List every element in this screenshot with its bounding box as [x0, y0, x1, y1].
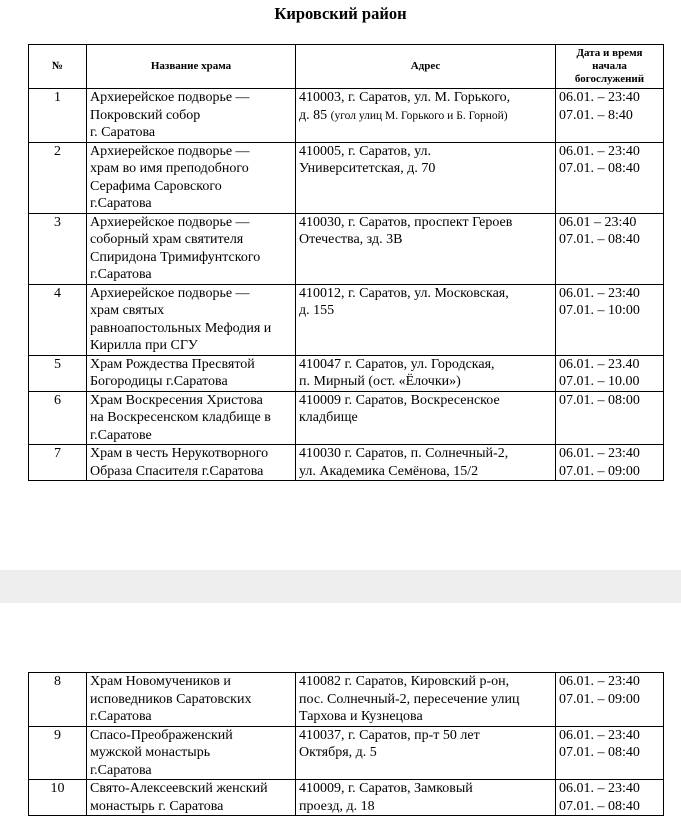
church-name-cell — [87, 780, 296, 816]
row-number: 1 — [29, 89, 87, 143]
address-line: 410037, г. Саратов, пр-т 50 лет — [299, 727, 480, 743]
service-time-line: 06.01. – 23:40 — [559, 727, 640, 743]
service-time-cell — [556, 284, 664, 355]
table-row — [29, 673, 664, 727]
row-number: 3 — [29, 213, 87, 284]
church-name-cell — [87, 391, 296, 445]
church-name-cell — [87, 673, 296, 727]
address-line: 410082 г. Саратов, Кировский р-он, — [299, 674, 510, 689]
row-number: 7 — [29, 445, 87, 481]
church-name-cell — [87, 142, 296, 213]
church-name-line: равноапостольных Мефодия и — [90, 320, 272, 336]
service-time-line: 07.01. – 08:40 — [559, 745, 640, 760]
document-page-2 — [0, 603, 681, 836]
church-name-line: храм во имя преподобного — [90, 161, 249, 176]
table-row — [29, 213, 664, 284]
header-address: Адрес — [296, 45, 556, 89]
row-number: 10 — [29, 780, 87, 816]
row-number: 4 — [29, 284, 87, 355]
church-name-line: Кирилла при СГУ — [90, 338, 198, 353]
header-time — [556, 45, 664, 89]
address-line: пос. Солнечный-2, пересечение улиц — [299, 691, 520, 707]
address-line: Октября, д. 5 — [299, 745, 377, 760]
header-time-line: богослужений — [574, 73, 645, 85]
service-time-line: 07.01. – 08:40 — [559, 232, 640, 247]
address-line: ул. Академика Семёнова, 15/2 — [299, 463, 479, 479]
table-row — [29, 284, 664, 355]
address-line: 410003, г. Саратов, ул. М. Горького, — [299, 90, 511, 105]
church-name-line: Богородицы г.Саратова — [90, 374, 228, 389]
church-name-cell — [87, 445, 296, 481]
service-time-line: 07.01. – 09:00 — [559, 691, 640, 707]
church-name-line: Храм в честь Нерукотворного — [90, 446, 269, 461]
service-time-line: 06.01. – 23:40 — [559, 781, 640, 796]
address-cell — [296, 213, 556, 284]
address-line: 410047 г. Саратов, ул. Городская, — [299, 356, 495, 372]
row-number: 8 — [29, 673, 87, 727]
header-time-line: Дата и время — [576, 47, 643, 59]
address-cell — [296, 391, 556, 445]
row-number: 6 — [29, 391, 87, 445]
service-time-cell — [556, 213, 664, 284]
church-name-line: г.Саратова — [90, 762, 152, 778]
church-name-line: г.Саратове — [90, 427, 152, 443]
service-time-cell — [556, 142, 664, 213]
address-text: д. 85 — [299, 107, 331, 123]
church-name-line: Образа Спасителя г.Саратова — [90, 463, 264, 479]
service-time-cell — [556, 391, 664, 445]
service-time-line: 06.01. – 23:40 — [559, 674, 640, 689]
church-name-line: Покровский собор — [90, 107, 201, 123]
page-separator — [0, 570, 681, 603]
church-name-line: на Воскресенском кладбище в — [90, 410, 271, 425]
church-name-cell — [87, 355, 296, 391]
service-time-cell — [556, 780, 664, 816]
address-cell — [296, 142, 556, 213]
church-name-line: г.Саратова — [90, 196, 152, 211]
service-time-line: 06.01. – 23.40 — [559, 356, 640, 372]
service-time-cell — [556, 89, 664, 143]
churches-table — [28, 44, 664, 481]
service-time-cell — [556, 445, 664, 481]
address-line: проезд, д. 18 — [299, 798, 375, 814]
table-row — [29, 445, 664, 481]
table-row — [29, 780, 664, 816]
table-body — [29, 673, 664, 816]
address-note: (угол улиц М. Горького и Б. Горной) — [330, 109, 508, 122]
address-cell — [296, 445, 556, 481]
row-number: 5 — [29, 355, 87, 391]
address-line — [299, 107, 552, 126]
service-time-line: 07.01. – 8:40 — [559, 107, 633, 123]
address-line: Тархова и Кузнецова — [299, 709, 423, 724]
address-line: Отечества, зд. 3В — [299, 232, 403, 247]
church-name-line: Архиерейское подворье — — [90, 143, 250, 159]
service-time-line: 07.01. – 10:00 — [559, 303, 640, 318]
row-number: 9 — [29, 726, 87, 780]
row-number: 2 — [29, 142, 87, 213]
service-time-cell — [556, 673, 664, 727]
address-line: 410009, г. Саратов, Замковый — [299, 781, 473, 796]
page-title: Кировский район — [274, 4, 407, 23]
address-cell — [296, 780, 556, 816]
service-time-line: 07.01. – 09:00 — [559, 463, 640, 479]
church-name-line: Спиридона Тримифунтского — [90, 249, 261, 265]
table-row — [29, 726, 664, 780]
header-name: Название храма — [87, 45, 296, 89]
address-cell — [296, 355, 556, 391]
church-name-line: г. Саратова — [90, 125, 156, 140]
service-time-line: 06.01. – 23:40 — [559, 90, 640, 105]
service-time-line: 06.01. – 23:40 — [559, 446, 640, 461]
address-line: Университетская, д. 70 — [299, 161, 436, 176]
address-cell — [296, 89, 556, 143]
service-time-line: 06.01 – 23:40 — [559, 214, 637, 230]
service-time-line: 06.01. – 23:40 — [559, 143, 640, 159]
church-name-line: монастырь г. Саратова — [90, 798, 224, 814]
church-name-cell — [87, 284, 296, 355]
service-time-line: 07.01. – 10.00 — [559, 374, 640, 389]
church-name-line: г.Саратова — [90, 267, 152, 282]
table-row — [29, 89, 664, 143]
service-time-line: 07.01. – 08:00 — [559, 392, 640, 408]
address-cell — [296, 673, 556, 727]
service-time-line: 07.01. – 08:40 — [559, 161, 640, 176]
service-time-line: 06.01. – 23:40 — [559, 285, 640, 301]
church-name-line: Архиерейское подворье — — [90, 214, 250, 230]
address-cell — [296, 726, 556, 780]
address-line: п. Мирный (ост. «Ёлочки») — [299, 374, 461, 389]
service-time-line: 07.01. – 08:40 — [559, 798, 640, 814]
service-time-cell — [556, 726, 664, 780]
church-name-line: Архиерейское подворье — — [90, 90, 250, 105]
header-time-line: начала — [592, 60, 627, 72]
address-line: 410005, г. Саратов, ул. — [299, 143, 431, 159]
address-line: 410009 г. Саратов, Воскресенское — [299, 392, 500, 408]
address-line: 410030 г. Саратов, п. Солнечный-2, — [299, 446, 509, 461]
address-line: 410012, г. Саратов, ул. Московская, — [299, 285, 509, 301]
church-name-cell — [87, 89, 296, 143]
church-name-line: Храм Рождества Пресвятой — [90, 356, 255, 372]
church-name-line: мужской монастырь — [90, 745, 211, 760]
church-name-line: Храм Новомучеников и — [90, 674, 231, 689]
table-body — [29, 89, 664, 481]
churches-table-continued — [28, 672, 664, 816]
church-name-line: Храм Воскресения Христова — [90, 392, 263, 408]
address-line: кладбище — [299, 410, 358, 425]
address-line: 410030, г. Саратов, проспект Героев — [299, 214, 513, 230]
church-name-line: Свято-Алексеевский женский — [90, 781, 268, 796]
address-line: д. 155 — [299, 303, 335, 318]
service-time-cell — [556, 355, 664, 391]
church-name-line: Архиерейское подворье — — [90, 285, 250, 301]
church-name-line: соборный храм святителя — [90, 232, 244, 247]
church-name-cell — [87, 726, 296, 780]
table-row — [29, 391, 664, 445]
church-name-line: Серафима Саровского — [90, 178, 222, 194]
church-name-line: г.Саратова — [90, 709, 152, 724]
table-row — [29, 355, 664, 391]
table-header-row — [29, 45, 664, 89]
table-row — [29, 142, 664, 213]
header-num: № — [29, 45, 87, 89]
church-name-line: храм святых — [90, 303, 165, 318]
church-name-cell — [87, 213, 296, 284]
address-cell — [296, 284, 556, 355]
church-name-line: Спасо-Преображенский — [90, 727, 233, 743]
church-name-line: исповедников Саратовских — [90, 691, 252, 707]
